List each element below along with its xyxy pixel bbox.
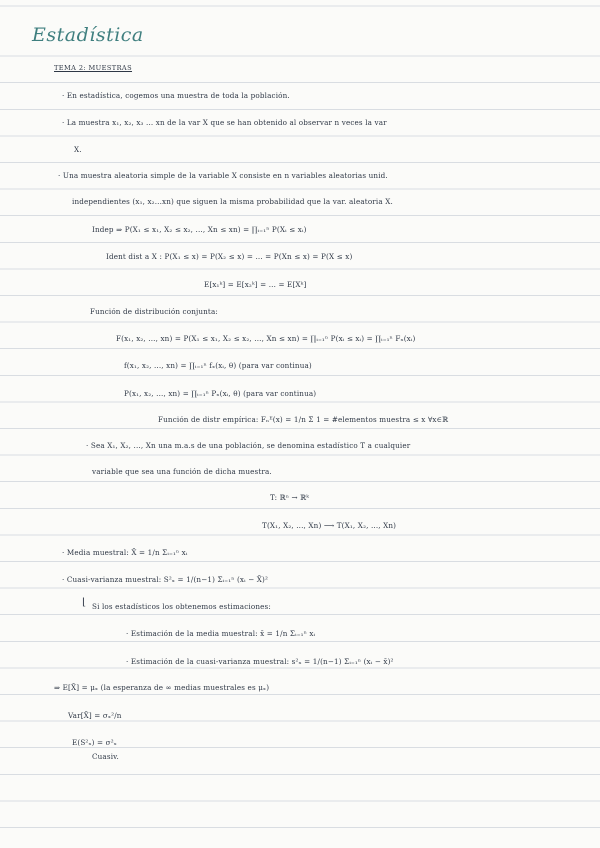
note-line: ⇒ E[X̄] = μₓ (la esperanza de ∞ medias muestrales es μₓ) (54, 683, 270, 692)
section-title: TEMA 2: MUESTRAS (54, 64, 133, 72)
formula-line: T: ℝⁿ → ℝᵏ (270, 493, 310, 502)
note-line: · Una muestra aleatoria simple de la variable X consiste en n variables aleatorias unid. (58, 171, 388, 180)
note-line: X. (74, 145, 82, 154)
formula-line: E(S²ₓ) = σ²ₓ (72, 738, 117, 747)
note-line: · En estadística, cogemos una muestra de toda la población. (62, 91, 290, 100)
note-line: · La muestra x₁, x₂, x₃ ... xn de la var X que se han obtenido al observar n veces la var (62, 118, 387, 127)
note-line: · Media muestral: X̄ = 1/n Σᵢ₌₁ⁿ xᵢ (62, 548, 188, 557)
formula-line: P(x₁, x₂, ..., xn) = ∏ᵢ₌₁ⁿ Pₓ(xᵢ, θ) (para var continua) (124, 389, 317, 398)
formula-line: E[x₁ᵏ] = E[x₂ᵏ] = ... = E[Xᵏ] (204, 280, 307, 289)
note-line: Si los estadísticos los obtenemos estimaciones: (92, 602, 271, 611)
note-line: variable que sea una función de dicha muestra. (92, 467, 272, 476)
formula-line: Var[X̄] = σₓ²/n (68, 711, 122, 720)
formula-line: Ident dist a X : P(X₁ ≤ x) = P(X₂ ≤ x) = ... = P(Xn ≤ x) = P(X ≤ x) (106, 252, 353, 261)
formula-line: Indep ⇒ P(X₁ ≤ x₁, X₂ ≤ x₂, ..., Xn ≤ xn) = ∏ᵢ₌₁ⁿ P(Xᵢ ≤ xᵢ) (92, 225, 307, 234)
note-line: Función de distribución conjunta: (90, 307, 218, 316)
note-line: · Cuasi-varianza muestral: S²ₓ = 1/(n−1) Σᵢ₌₁ⁿ (xᵢ − X̄)² (62, 575, 268, 584)
formula-line: F(x₁, x₂, ..., xn) = P(X₁ ≤ x₁, X₂ ≤ x₂, ..., Xn ≤ xn) = ∏ᵢ₌₁ⁿ P(xᵢ ≤ xᵢ) = ∏ᵢ₌₁ⁿ Fₓ(xᵢ) (116, 334, 416, 343)
note-line: · Estimación de la media muestral: x̄ = 1/n Σᵢ₌₁ⁿ xᵢ (126, 629, 316, 638)
brace-icon: ⌊ (82, 597, 86, 608)
formula-line: f(x₁, x₂, ..., xn) = ∏ᵢ₌₁ⁿ fₓ(xᵢ, θ) (para var continua) (124, 361, 312, 370)
formula-line: T(X₁, X₂, ..., Xn) ⟶ T(X₁, X₂, ..., Xn) (262, 521, 397, 530)
note-line: independientes (x₁, x₂...xn) que siguen la misma probabilidad que la var. aleatoria X. (72, 197, 393, 206)
note-line: Cuasiv. (92, 752, 119, 761)
page-title: Estadística (32, 24, 144, 46)
formula-line: Función de distr empírica: Fₙᴱ(x) = 1/n Σ 1 = #elementos muestra ≤ x ∀x∈ℝ (158, 415, 449, 424)
note-line: · Sea X₁, X₂, ..., Xn una m.a.s de una población, se denomina estadístico T a cualquier (86, 441, 411, 450)
note-line: · Estimación de la cuasi-varianza muestral: s²ₓ = 1/(n−1) Σᵢ₌₁ⁿ (xᵢ − x̄)² (126, 657, 394, 666)
